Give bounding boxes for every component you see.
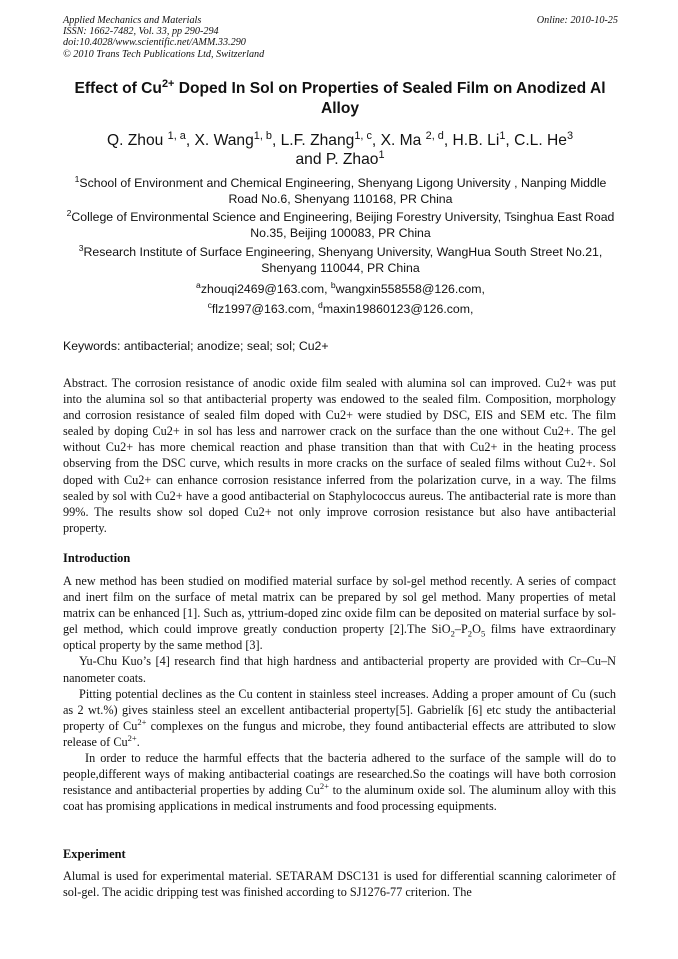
keywords: Keywords: antibacterial; anodize; seal; sol; Cu2+ — [63, 339, 329, 353]
issn-line: ISSN: 1662-7482, Vol. 33, pp 290-294 — [63, 26, 219, 38]
affiliation-3 — [63, 244, 618, 276]
author-emails — [63, 279, 618, 319]
author-sep: , — [271, 132, 281, 149]
author-name: L.F. Zhang — [280, 132, 355, 149]
email-sup: d — [318, 299, 323, 310]
subscript: 2 — [450, 628, 455, 639]
journal-header — [63, 15, 618, 60]
title-part2: Doped In Sol on Properties of Sealed Film on Anodized Al Alloy — [174, 80, 606, 117]
intro-paragraph-3 — [63, 686, 616, 750]
paper-title — [60, 79, 620, 119]
author-sep: , — [443, 132, 453, 149]
experiment-paragraph-1: Alumal is used for experimental material. SETARAM DSC131 is used for differential scanning calorimeter of sol-gel. The acidic dripping test was finished according to SJ1276-77 criterion. The — [63, 869, 616, 900]
intro-paragraph-2: Yu-Chu Kuo’s [4] research find that high hardness and antibacterial property are provided with Cr–Cu–N nanometer coats. — [63, 654, 616, 685]
experiment-body — [63, 868, 616, 900]
email-c: flz1997@163.com, — [211, 302, 319, 316]
affiliation-text: College of Environmental Science and Engineering, Beijing Forestry University, Tsinghua East Road No.35, Beijing 100083, PR China — [71, 210, 615, 240]
author-sep: , — [505, 132, 515, 149]
author-sep: , — [185, 132, 195, 149]
author-sup: 2, d — [425, 129, 444, 142]
title-sup: 2+ — [161, 77, 175, 90]
affiliation-text: School of Environment and Chemical Engineering, Shenyang Ligong University , Nanping Middle Road No.6, Shenyang 110168, PR China — [79, 176, 607, 206]
email-sup: c — [207, 299, 212, 310]
intro-p3-text: complexes on the fungus and microbe, they found antibacterial effects are attributed to slow release of Cu — [63, 718, 616, 749]
author-sup: 1 — [499, 129, 506, 142]
affiliation-number: 3 — [78, 242, 84, 253]
intro-p4-text: In order to reduce the harmful effects that the bacteria adhered to the surface of the sample will do to people,different ways of making antibacterial coatings are researched.So the coatings will have both corrosion resistance and antibacterial properties by adding Cu — [63, 751, 616, 798]
author-name: X. Ma — [380, 132, 426, 149]
intro-p1-text: films have extraordinary optical property by the same method [3]. — [63, 622, 616, 653]
online-date: Online: 2010-10-25 — [536, 15, 618, 26]
superscript: 2+ — [319, 781, 329, 792]
journal-name: Applied Mechanics and Materials — [63, 15, 202, 26]
intro-p3-text: . — [136, 734, 140, 749]
intro-p3-text: Pitting potential declines as the Cu content in stainless steel increases. Adding a proper amount of Cu (such as 2 wt.%) gives stainless steel an excellent antibacterial property[5]. Gabrielík [6] etc study the antibacterial property of Cu — [63, 686, 616, 733]
email-b: wangxin558558@126.com, — [335, 282, 485, 296]
intro-paragraph-1 — [63, 573, 616, 653]
email-d: maxin19860123@126.com, — [322, 302, 474, 316]
introduction-body — [63, 573, 616, 814]
abstract-text: Abstract. The corrosion resistance of anodic oxide film sealed with alumina sol can improved. Cu2+ was put into the alumina sol so that antibacterial property was endowed to the sealed film. Composition, morphology and corrosion resistance of sealed film doped with Cu2+ were studied by DSC, EIS and SEM etc. The film sealed by doping Cu2+ in sol has less and narrower crack on the surface than the one without Cu2+. The gel without Cu2+ has more chemical reaction and phase transition than that with Cu2+ in the heating process observing from the DSC curve, which results in more cracks on the surface of sealed films without Cu2+. Sol doped with Cu2+ can enhance corrosion resistance inferred from the polarization curve, in a way. The films sealed by sol with Cu2+ have a good antibacterial on Staphylococcus aureus. The antibacterial rate is more than 99%. The results show sol doped Cu2+ not only improve corrosion resistance but also have antibacterial property. — [63, 376, 616, 535]
affiliation-2 — [63, 209, 618, 241]
doi-line: doi:10.4028/www.scientific.net/AMM.33.290 — [63, 37, 246, 49]
intro-paragraph-4 — [63, 750, 616, 814]
affiliation-number: 2 — [66, 207, 72, 218]
author-sup: 1, a — [167, 129, 186, 142]
author-name: Q. Zhou — [106, 132, 168, 149]
email-sup: b — [330, 279, 336, 290]
subscript: 5 — [480, 628, 486, 639]
abstract — [63, 375, 616, 536]
author-name: C.L. He — [514, 132, 567, 149]
intro-p1-text: O — [472, 622, 481, 637]
author-name: X. Wang — [194, 132, 254, 149]
subscript: 2 — [467, 628, 473, 639]
author-sup: 3 — [566, 129, 574, 142]
affiliation-number: 1 — [74, 173, 80, 184]
author-sup: 1, b — [253, 129, 272, 142]
affiliation-1 — [63, 175, 618, 207]
intro-p1-text: –P — [454, 622, 468, 637]
superscript: 2+ — [127, 732, 137, 743]
author-sep: , — [371, 132, 381, 149]
intro-p1-text: A new method has been studied on modified material surface by sol-gel method recently. A series of compact and inert film on the surface of metal matrix can be prepared by sol gel method. Many properties of metal matrix can be enhanced [1]. Such as, yttrium-doped zinc oxide film can be deposited on material surface by sol-gel method, which could improve greatly conduction property [2].The SiO — [63, 574, 616, 637]
affiliation-text: Research Institute of Surface Engineering, Shenyang University, WangHua South Street No.21, Shenyang 110044, PR China — [83, 245, 603, 275]
title-part1: Effect of Cu — [74, 80, 162, 97]
intro-p4-text: to the aluminum oxide sol. The aluminum alloy with this coat has promising applications in medical instruments and food processing equipments. — [63, 783, 616, 814]
superscript: 2+ — [137, 716, 147, 727]
email-a: zhouqi2469@163.com, — [200, 282, 331, 296]
author-sup: 1 — [378, 148, 385, 161]
experiment-heading: Experiment — [63, 847, 126, 861]
author-list — [60, 131, 620, 169]
author-name: and P. Zhao — [295, 151, 379, 168]
email-sup: a — [196, 279, 201, 290]
author-sup: 1, c — [354, 129, 372, 142]
copyright-line: © 2010 Trans Tech Publications Ltd, Switzerland — [63, 48, 265, 60]
author-name: H.B. Li — [452, 132, 500, 149]
introduction-heading: Introduction — [63, 551, 131, 565]
